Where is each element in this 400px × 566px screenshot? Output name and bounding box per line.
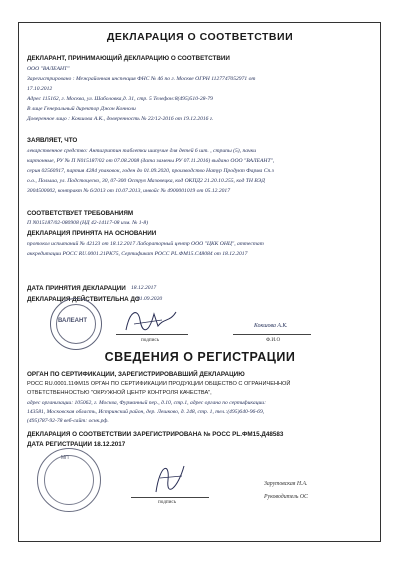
valid-until-value: 01.09.2020 [137, 296, 163, 302]
cert-body-line: адрес организации: 105062, г. Москва, Фурманный пер., д.10, стр.1, адрес органа по сертификации: [27, 400, 266, 406]
cert-body-line: (495)787-92-78 веб-сайт: ocнк.рф. [27, 418, 109, 424]
declarant-line: ООО "ВАЛЕАНТ" [27, 66, 70, 72]
company-stamp [50, 298, 102, 350]
declarant-line: Зарегистрировано : Межрайонная инспекция ФНС № 46 по г. Москве ОГРН 1127747052971 от [27, 76, 256, 82]
stamp-text: ВАЛЕАНТ [58, 318, 87, 324]
declaration-title: ДЕКЛАРАЦИЯ О СООТВЕТСТВИИ [106, 31, 294, 43]
product-line: картонные, РУ № П N015187/02 от 07.08.2008 (дата замены РУ 07.11.2016) выдано ООО "ВАЛЕАНТ", [27, 158, 275, 164]
product-line: лекарственное средство: Антигриппин таблетки шипучие для детей 6 шт. , стрипы (5), пачки [27, 148, 257, 154]
head-name: Зарутовская Н.А. [264, 481, 308, 487]
requirements-heading: СООТВЕТСТВУЕТ ТРЕБОВАНИЯМ [27, 210, 134, 217]
signature-line [116, 334, 188, 335]
acceptance-date-label: ДАТА ПРИНЯТИЯ ДЕКЛАРАЦИИ [27, 285, 126, 292]
declarant-line: В лице Генеральный директор Джон Конноли [27, 106, 136, 112]
name-caption: Ф.И.О [266, 337, 281, 343]
head-caption: Руководитель ОС [264, 494, 308, 500]
registration-date: ДАТА РЕГИСТРАЦИИ 18.12.2017 [27, 441, 126, 448]
product-line: о.о., Польша, ул. Подстоцеско, 30, 07-300 Острув Мазовецка, код ОКПД2 21.20.10.255, код ТН ВЭД [27, 178, 265, 184]
valid-until-label: ДЕКЛАРАЦИЯ ДЕЙСТВИТЕЛЬНА ДО [27, 296, 140, 303]
declarant-heading: ДЕКЛАРАНТ, ПРИНИМАЮЩИЙ ДЕКЛАРАЦИЮ О СООТВЕТСТВИИ [27, 55, 230, 62]
declarant-line: Доверенное лицо : Кокшова А.К., доверенность № 22/12-2016 от 19.12.2016 г. [27, 116, 214, 122]
declarant-line: Адрес 115162, г. Москва, ул. Шаболовка,д. 31, стр. 5 Телефон:8(495)510-28-79 [27, 96, 213, 102]
cert-body-line: 143581, Московская область, Истринский район, дер. Лешково, д. 248, стр. 1, тел.:(495)640-96-69, [27, 409, 265, 415]
signer-name: Кокшова А.К. [254, 323, 288, 329]
registration-stamp-text: МП [61, 455, 69, 461]
product-line: серия 02560917, партия 4284 упаковок, годен до 01.09.2020, производство Натур Продукт Фарма Сп.з [27, 168, 274, 174]
basis-line: протокол испытаний № 42123 от 18.12.2017 Лабораторный центр ООО "ЦКК ОНЦ", аттестат [27, 241, 264, 247]
signature-caption: подпись [141, 337, 160, 343]
basis-line: аккредитации РОСС RU.0001.21РК75, Сертификат РОСС PL.ФМ15.С48084 от 18.12.2017 [27, 251, 248, 257]
requirements-line: П N015187/02-080908 (НД 42-14117-08 изм. № 1-8) [27, 220, 149, 226]
registrar-signature [148, 458, 192, 498]
cert-body-line: РОСС RU.0001.11ФМ15 ОРГАН ПО СЕРТИФИКАЦИИ ПРОДУКЦИИ ОБЩЕСТВО С ОГРАНИЧЕННОЙ [27, 381, 291, 387]
name-line [233, 334, 311, 335]
product-line: 3004500002, контракт № 6/2013 от 10.07.2013, инвойс № 4900001019 от 05.12.2017 [27, 188, 231, 194]
registrar-signature-caption: подпись [158, 499, 177, 505]
basis-heading: ДЕКЛАРАЦИЯ ПРИНЯТА НА ОСНОВАНИИ [27, 230, 157, 237]
states-heading: ЗАЯВЛЯЕТ, ЧТО [27, 137, 78, 144]
registration-title: СВЕДЕНИЯ О РЕГИСТРАЦИИ [104, 350, 296, 364]
acceptance-date-value: 18.12.2017 [131, 285, 157, 291]
registrar-signature-line [131, 497, 209, 498]
cert-body-line: ОТВЕТСТВЕННОСТЬЮ "ОКРУЖНОЙ ЦЕНТР КОНТРОЛЯ КАЧЕСТВА", [27, 390, 212, 396]
declarant-line: 17.10.2012 [27, 86, 53, 92]
registration-number: ДЕКЛАРАЦИЯ О СООТВЕТСТВИИ ЗАРЕГИСТРИРОВАНА № РОСС PL.ФМ15.Д48583 [27, 431, 284, 438]
registration-stamp [37, 448, 101, 512]
cert-body-heading: ОРГАН ПО СЕРТИФИКАЦИИ, ЗАРЕГИСТРИРОВАВШИЙ ДЕКЛАРАЦИЮ [27, 371, 245, 378]
